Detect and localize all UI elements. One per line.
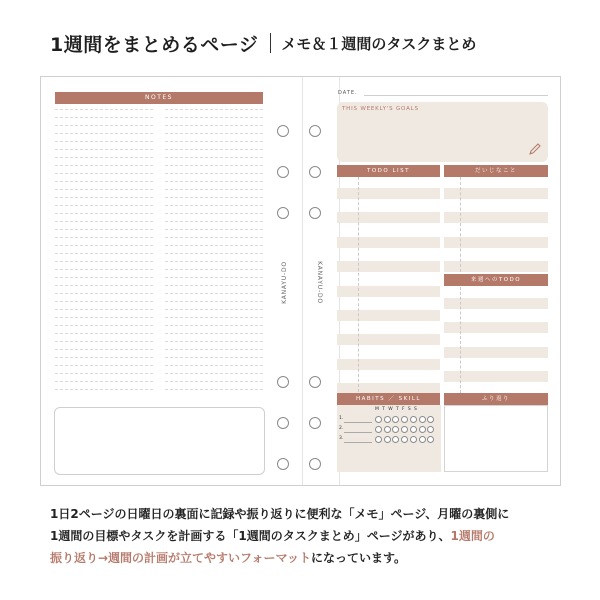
habit-name-line [344,442,372,443]
list-row-band [337,212,440,223]
habit-number: 1. [339,416,344,421]
binder-ring-hole [277,458,289,470]
header-divider [270,33,271,53]
habit-check-dot [375,416,382,423]
notes-rule-line [165,221,263,222]
notes-rule-line [165,117,263,118]
todo-list-header: TODO LIST [337,165,440,177]
date-line [364,95,548,96]
habit-row [339,416,439,424]
binder-ring-hole [277,376,289,388]
habit-row [339,426,439,434]
page-header [50,28,476,58]
notes-rule-line [165,173,263,174]
habit-check-dot [384,436,391,443]
notes-rule-line [55,117,153,118]
notes-rule-line [165,381,263,382]
caption-line-1: 1日2ページの日曜日の裏面に記録や振り返りに便利な「メモ」ページ、月曜の裏側に [50,507,510,521]
binder-ring-hole [309,458,321,470]
habit-number: 3. [339,436,344,441]
brand-mark-right: KANAYU-DO [315,261,323,304]
notes-rule-line [55,181,153,182]
habit-row [339,436,439,444]
binder-ring-hole [277,166,289,178]
notes-rule-line [165,341,263,342]
notes-rule-line [55,389,153,390]
habits-weekday-letters: MTWTFSS [375,407,421,412]
binder-ring-hole [277,125,289,137]
notes-rule-line [55,237,153,238]
notes-rule-line [165,317,263,318]
notes-rule-line [165,109,263,110]
binder-ring-hole [309,207,321,219]
notes-rule-line [165,333,263,334]
notes-box [54,407,265,475]
caption-line-3-highlight: 振り返り→週間の計画が立てやすいフォーマット [50,551,311,565]
habit-check-dot [410,426,417,433]
weekly-goals-box [337,102,548,162]
list-row-band [337,188,440,199]
notes-rule-line [55,141,153,142]
notes-rule-line [165,149,263,150]
notes-rule-line [165,389,263,390]
notes-rule-line [55,261,153,262]
habit-check-dot [419,426,426,433]
notes-rule-line [55,325,153,326]
notes-rule-line [165,245,263,246]
notes-rule-line [165,325,263,326]
important-header: だいじなこと [444,165,548,177]
notes-rule-line [165,253,263,254]
list-row-band [337,334,440,345]
notes-rule-line [165,125,263,126]
next-week-todo-header: 来週へのTODO [444,274,548,286]
list-row-band [337,359,440,370]
notes-rule-line [55,213,153,214]
habit-check-dot [427,416,434,423]
notes-rule-line [165,365,263,366]
notes-rule-line [55,381,153,382]
notes-header-bar: NOTES [55,92,263,104]
habit-check-dot [384,416,391,423]
caption-line-2-highlight: 1週間の [450,529,495,543]
planner-spread [40,76,561,486]
notes-rule-line [55,373,153,374]
notes-rule-line [55,293,153,294]
pencil-icon [528,142,542,156]
notes-rule-line [165,205,263,206]
binder-ring-hole [309,166,321,178]
notes-rule-line [55,165,153,166]
notes-rule-line [165,309,263,310]
habit-check-dot [375,426,382,433]
todo-checkbox-guide [358,177,359,392]
notes-rule-line [165,261,263,262]
brand-mark-left: KANAYU-DO [280,261,288,304]
habit-check-dot [375,436,382,443]
habit-check-dot [384,426,391,433]
habit-check-dot [392,426,399,433]
notes-rule-line [55,173,153,174]
habit-check-dot [410,436,417,443]
notes-rule-line [165,349,263,350]
habit-check-dot [410,416,417,423]
important-guide [460,177,461,272]
notes-rule-line [55,125,153,126]
list-row-band [337,310,440,321]
review-header: ふり返り [444,393,548,405]
list-row-band [337,286,440,297]
caption-line-2 [50,525,570,547]
notes-rule-line [55,333,153,334]
notes-rule-line [165,141,263,142]
notes-rule-line [165,181,263,182]
notes-rule-line [55,221,153,222]
habit-name-line [344,422,372,423]
notes-rule-line [165,277,263,278]
description-caption [50,503,570,569]
notes-rule-line [55,301,153,302]
notes-rule-line [55,133,153,134]
notes-rule-line [165,133,263,134]
next-week-todo-guide [460,287,461,393]
habit-check-dot [401,436,408,443]
notes-rule-line [55,149,153,150]
habit-check-dot [419,416,426,423]
page-title: 1週間をまとめるページ [50,33,259,56]
binder-ring-hole [277,417,289,429]
habits-header: HABITS ／ SKILL [337,393,440,405]
habit-check-dot [401,416,408,423]
notes-rule-line [165,373,263,374]
notes-rule-line [165,189,263,190]
habits-tracker [337,405,441,472]
notes-rule-line [55,309,153,310]
notes-rule-line [165,157,263,158]
notes-ruled-lines [55,109,263,399]
notes-rule-line [55,285,153,286]
notes-rule-line [55,269,153,270]
binder-ring-hole [309,376,321,388]
notes-rule-line [55,365,153,366]
notes-rule-line [165,229,263,230]
notes-rule-line [165,237,263,238]
caption-line-3-text: になっています。 [310,551,407,565]
habit-check-dot [392,416,399,423]
notes-rule-line [55,157,153,158]
caption-line-3 [50,547,570,569]
binder-ring-hole [277,207,289,219]
habit-check-dot [401,426,408,433]
notes-rule-line [165,285,263,286]
list-row-band [337,237,440,248]
habit-check-dot [427,436,434,443]
notes-rule-line [55,197,153,198]
notes-rule-line [55,205,153,206]
page-subtitle: メモ＆１週間のタスクまとめ [281,34,477,53]
notes-rule-line [55,349,153,350]
notes-rule-line [55,109,153,110]
notes-rule-line [165,213,263,214]
binder-ring-hole [309,125,321,137]
habit-number: 2. [339,426,344,431]
caption-line-2-text: 1週間の目標やタスクを計画する「1週間のタスクまとめ」ページがあり、 [50,529,451,543]
notes-rule-line [165,197,263,198]
notes-rule-line [55,277,153,278]
notes-rule-line [165,293,263,294]
list-row-band [337,261,440,272]
notes-rule-line [55,229,153,230]
notes-rule-line [165,301,263,302]
notes-rule-line [55,317,153,318]
date-label: DATE. [338,90,358,96]
habit-name-line [344,432,372,433]
binder-ring-hole [309,417,321,429]
notes-rule-line [165,357,263,358]
weekly-goals-title: THIS WEEKLY'S GOALS [342,106,419,112]
notes-rule-line [55,341,153,342]
notes-rule-line [55,253,153,254]
habit-check-dot [419,436,426,443]
habit-check-dot [392,436,399,443]
notes-rule-line [165,165,263,166]
notes-rule-line [55,357,153,358]
notes-rule-line [165,269,263,270]
habit-check-dot [427,426,434,433]
notes-rule-line [55,189,153,190]
notes-rule-line [55,245,153,246]
review-box [444,405,548,472]
